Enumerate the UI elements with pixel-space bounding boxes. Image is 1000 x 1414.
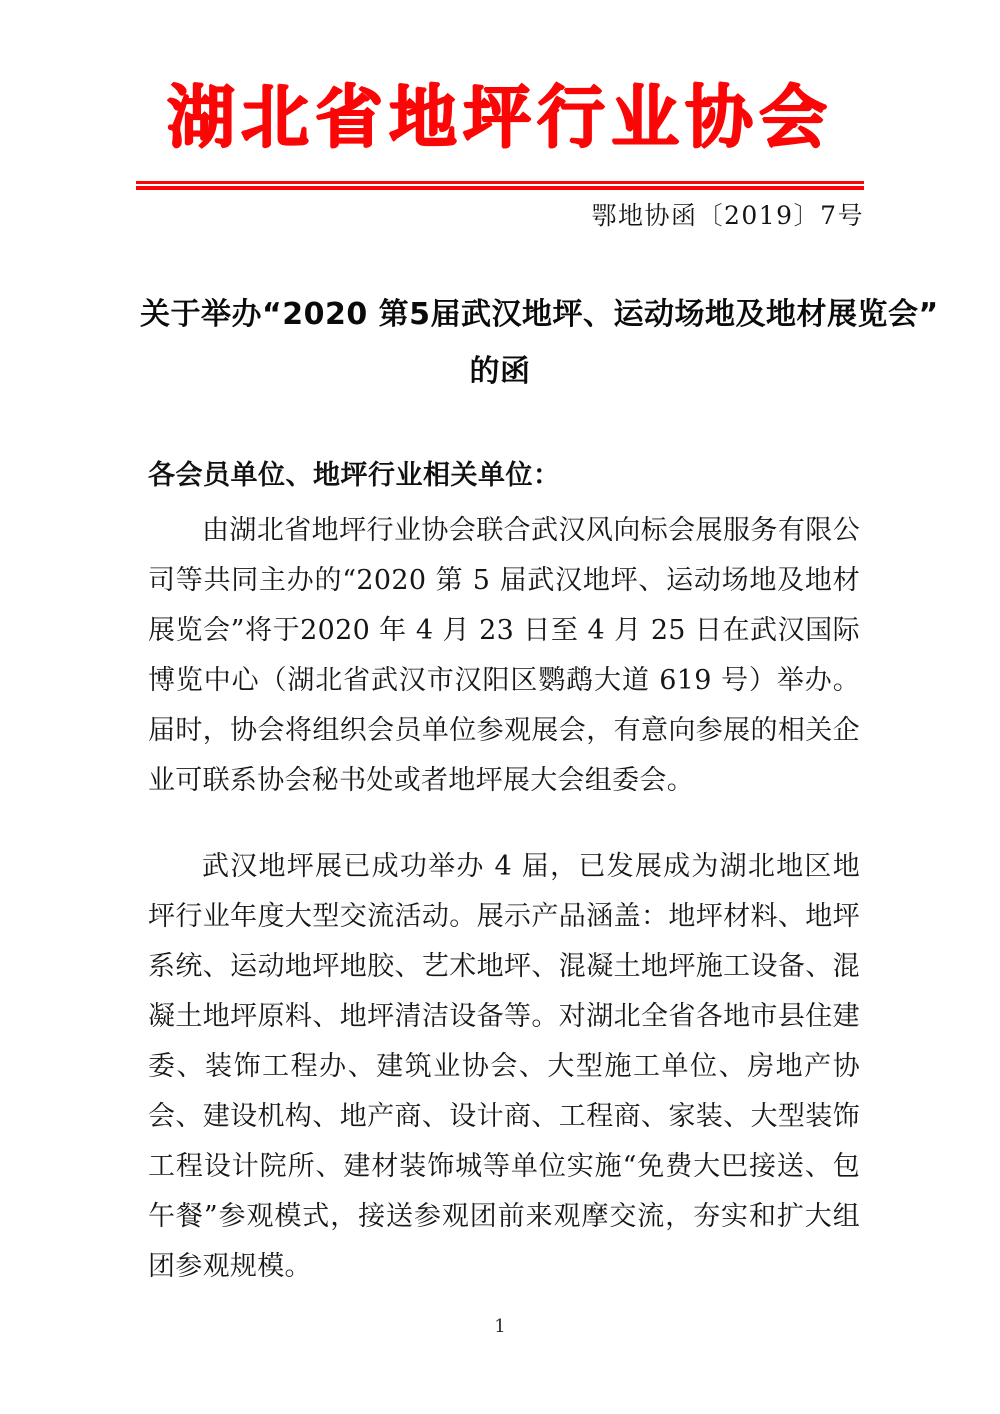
document-title-line-2: 的函 — [469, 354, 531, 389]
red-rule-bottom-bar — [136, 186, 864, 190]
salutation: 各会员单位、地坪行业相关单位： — [148, 460, 561, 491]
letterhead — [0, 78, 1000, 160]
document-number: 鄂地协函〔2019〕7号 — [591, 201, 864, 230]
body-paragraph-1: 由湖北省地坪行业协会联合武汉风向标会展服务有限公司等共同主办的“2020 第 5 届武汉地坪、运动场地及地材展览会”将于2020 年 4 月 23 日至 4 月 25 日在武汉国际博览中心（湖北省武汉市汉阳区鹦鹉大道 619 号）举办。届时，协会将组织会员单位参观展会，有意向参展的相关企业可联系协会秘书处或者地坪展大会组委会。 — [148, 515, 860, 796]
letterhead-organization-title: 湖北省地坪行业协会 — [166, 79, 833, 158]
document-body — [148, 450, 860, 1292]
letterhead-red-rule — [136, 181, 864, 190]
page-number: 1 — [494, 1316, 506, 1337]
document-title-line-1: 关于举办“2020 第5届武汉地坪、运动场地及地材展览会” — [140, 297, 939, 332]
document-title — [140, 286, 939, 400]
body-paragraph-2: 武汉地坪展已成功举办 4 届，已发展成为湖北地区地坪行业年度大型交流活动。展示产品涵盖：地坪材料、地坪系统、运动地坪地胶、艺术地坪、混凝土地坪施工设备、混凝土地坪原料、地坪清洁设备等。对湖北全省各地市县住建委、装饰工程办、建筑业协会、大型施工单位、房地产协会、建设机构、地产商、设计商、工程商、家装、大型装饰工程设计院所、建材装饰城等单位实施“免费大巴接送、包午餐”参观模式，接送参观团前来观摩交流，夯实和扩大组团参观规模。 — [148, 851, 860, 1282]
